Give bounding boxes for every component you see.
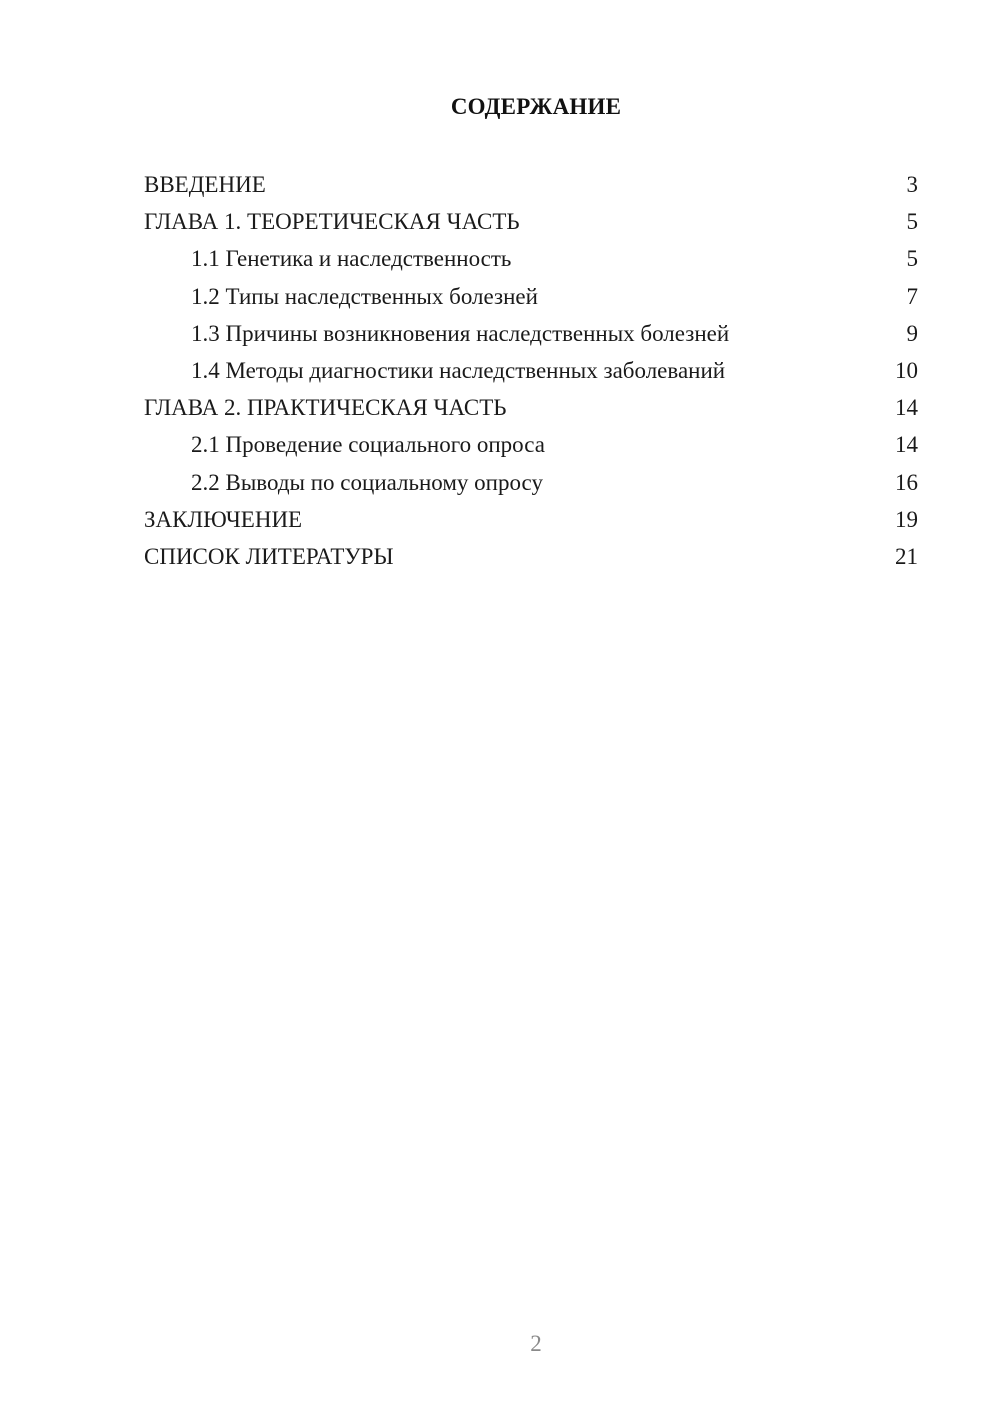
toc-entry-page: 7: [906, 283, 918, 309]
toc-entry-label: 1.3 Причины возникновения наследственных болезней: [191, 320, 730, 346]
toc-entry-chapter-1[interactable]: [144, 203, 918, 240]
toc-entry-label: 2.2 Выводы по социальному опросу: [191, 469, 543, 495]
toc-entry-section-2-2[interactable]: [144, 464, 918, 501]
toc-entry-label: ЗАКЛЮЧЕНИЕ: [144, 506, 303, 532]
toc-entry-label: ГЛАВА 1. ТЕОРЕТИЧЕСКАЯ ЧАСТЬ: [144, 209, 520, 235]
toc-entry-page: 3: [906, 172, 918, 197]
toc-entry-page: 5: [906, 246, 918, 272]
toc-entry-section-1-3[interactable]: [144, 315, 918, 352]
toc-entry-section-1-1[interactable]: [144, 240, 918, 277]
toc-entry-page: 21: [895, 543, 918, 569]
toc-entry-label: ГЛАВА 2. ПРАКТИЧЕСКАЯ ЧАСТЬ: [144, 395, 507, 421]
toc-entry-conclusion[interactable]: [144, 501, 918, 538]
toc-entry-references[interactable]: [144, 538, 918, 575]
toc-entry-page: 14: [895, 432, 918, 458]
toc-entry-page: 10: [895, 357, 918, 383]
toc-entry-label: ВВЕДЕНИЕ: [144, 172, 266, 197]
toc-entry-section-1-2[interactable]: [144, 278, 918, 315]
page-number: 2: [530, 1331, 542, 1356]
toc-entry-label: 2.1 Проведение социального опроса: [191, 432, 545, 458]
toc-entry-introduction[interactable]: [144, 166, 918, 203]
toc-entry-label: 1.1 Генетика и наследственность: [191, 246, 512, 272]
table-of-contents: [144, 166, 918, 575]
toc-entry-section-1-4[interactable]: [144, 352, 918, 389]
toc-entry-page: 5: [906, 209, 918, 235]
toc-entry-page: 14: [895, 395, 918, 421]
toc-entry-label: СПИСОК ЛИТЕРАТУРЫ: [144, 543, 394, 569]
toc-entry-label: 1.4 Методы диагностики наследственных заболеваний: [191, 357, 726, 383]
toc-entry-label: 1.2 Типы наследственных болезней: [191, 283, 538, 309]
toc-entry-page: 16: [895, 469, 918, 495]
page-title: СОДЕРЖАНИЕ: [450, 94, 622, 119]
toc-entry-chapter-2[interactable]: [144, 389, 918, 426]
toc-entry-page: 9: [906, 320, 918, 346]
toc-entry-page: 19: [895, 506, 918, 532]
toc-entry-section-2-1[interactable]: [144, 426, 918, 463]
